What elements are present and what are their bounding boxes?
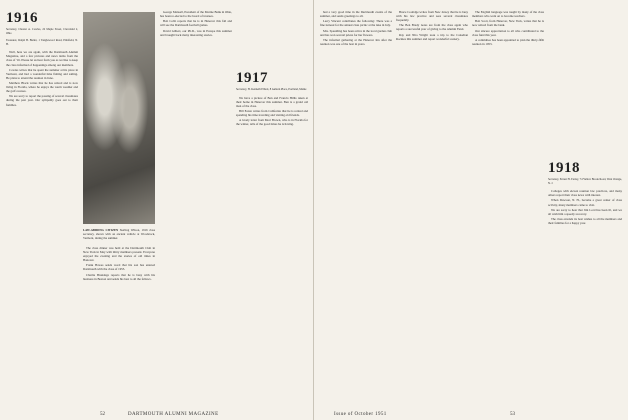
paragraph: Well, here we are again, with the Dartmouth Alumni Magazine, and a few pictures and news items from the class of '16. Please let us hear from you as we like to keep the class informed of happenings among our members. — [6, 50, 78, 67]
class-secretary: Secretary, H. Kenneth Elliott, 8 Auburn Place, Portland, Maine — [236, 88, 307, 91]
right-page — [314, 0, 628, 420]
paragraph: Mrs. Spaulding has been active in the local garden club and has won several prizes for her flowers. — [320, 28, 392, 37]
paragraph: George Mansell, President of the Marine Bank in Ohio, has been re-elected to the board of trustees. — [160, 10, 232, 19]
paragraph: Bob Cobb reports that he is in Hanover this fall and will see the Dartmouth football games. — [160, 19, 232, 28]
paragraph: The class extends its best wishes to all the members and their families for a happy year. — [548, 217, 622, 226]
paragraph: When Dawson, N. H., became a great center of class activity, many members came to visit. — [548, 198, 622, 207]
caption-lead: LAW-ABIDING CITIZEN — [83, 228, 119, 232]
paragraph: Larry Vincent contributes the following: There was a fine turnout for the annual class picnic at the lake in July. — [320, 19, 392, 28]
issue-line: Issue of October 1951 — [334, 412, 387, 417]
class-treasurer: Treasurer, Ralph B. Butler, 1 Tanglewood Road, Pittsfield, N. H. — [6, 39, 78, 46]
column-3 — [472, 10, 544, 410]
column-3 — [160, 10, 232, 410]
paragraph: Our sincere appreciation to all who contributed to the class fund this year. — [472, 28, 544, 37]
paragraph: Frank Hawes sends word that his son has entered Dartmouth with the class of 1955. — [83, 263, 155, 272]
paragraph: We have a picture of Ben and Francis Hillis taken at their home in Hanover this summer. Ben is a grand old man of the class. — [236, 95, 308, 108]
column-2 — [396, 10, 468, 410]
paragraph: We are sorry to report the passing of several classmates during the past year. Our sympathy goes out to their families. — [6, 94, 78, 107]
column-1 — [6, 10, 78, 108]
footer-magazine-title: DARTMOUTH ALUMNI MAGAZINE — [128, 412, 219, 417]
year-heading-1918: 1918 — [548, 160, 580, 176]
paragraph: Bruce Coolidge writes from New Jersey that he is busy with his law practice and sees several classmates frequently. — [396, 10, 468, 23]
paragraph: had a very good time in the Dartmouth events of the summer, and sends greetings to all. — [320, 10, 392, 19]
page-number: 52 — [100, 412, 105, 417]
column-4 — [236, 10, 308, 410]
class-secretary: Secretary, Ernest H. Earley, 74 Yellow Brook Road, West Orange, N. J. — [548, 178, 622, 185]
paragraph: Matthew Black writes that he has retired and is now living in Florida, where he enjoys the warm weather and the golf courses. — [6, 81, 78, 94]
photo-caption — [83, 228, 155, 240]
paragraph: Bob Scott, from Hanover, New York, writes that he is now retired from the bank. — [472, 19, 544, 28]
column-2 — [83, 246, 155, 406]
column-4 — [548, 10, 622, 410]
class-photo — [83, 12, 155, 224]
paragraph: A committee has been appointed to plan the thirty-fifth reunion in 1953. — [472, 37, 544, 46]
paragraph: The Ben Brady notes are from the class agent who reports a successful year of giving to the Alumni Fund. — [396, 23, 468, 32]
paragraph: A lovely letter from Mort Brown, who is in Florida for the winter, tells of the good times he is having. — [236, 118, 308, 127]
paragraph: Colleges with eleven reunion law practices, and many others report their class news with interest. — [548, 189, 622, 198]
column-1 — [320, 10, 392, 410]
caption-text: Sterling Wilson, 1916 class secretary, shown with an ancient vehicle at Woodstock, Vermont, during the summer. — [83, 228, 156, 240]
paragraph: The informal gathering at the Hanover Inn after the reunion was one of the best in years. — [320, 37, 392, 46]
paragraph: David Gilbert, our Ph.D., was in Europe this summer and brought back many interesting stories. — [160, 28, 232, 37]
paragraph: We are sorry to hear that Jim Lord has been ill, and we all wish him a speedy recovery. — [548, 207, 622, 216]
paragraph: Cowles writes that he spent the summer at his place in Vermont, and had a wonderful time fishing and sailing. He plans to attend the reunion in June. — [6, 67, 78, 80]
year-heading-1916: 1916 — [6, 10, 38, 26]
year-heading-1917: 1917 — [236, 70, 268, 86]
class-secretary: Secretary, Chester A. Cowles, 22 Maple Street, Cleveland 2, Ohio — [6, 28, 78, 35]
paragraph: The class dinner was held at the Dartmouth Club in New York in May with thirty members present. Everyone enjoyed the evening and the stories of old times in Hanover. — [83, 246, 155, 263]
paragraph: Ray and Nita Wright took a trip to the Canadian Rockies this summer and report wonderful scenery. — [396, 32, 468, 41]
page-number: 53 — [510, 412, 515, 417]
paragraph: Bill Eaton writes from California that he is retired and spending his time traveling and visiting old friends. — [236, 108, 308, 117]
paragraph: Charlie Brundage reports that he is busy with his business in Boston and sends his best to all the fellows. — [83, 272, 155, 281]
paragraph: The English language was taught by many of the class members who went on to become teachers. — [472, 10, 544, 19]
